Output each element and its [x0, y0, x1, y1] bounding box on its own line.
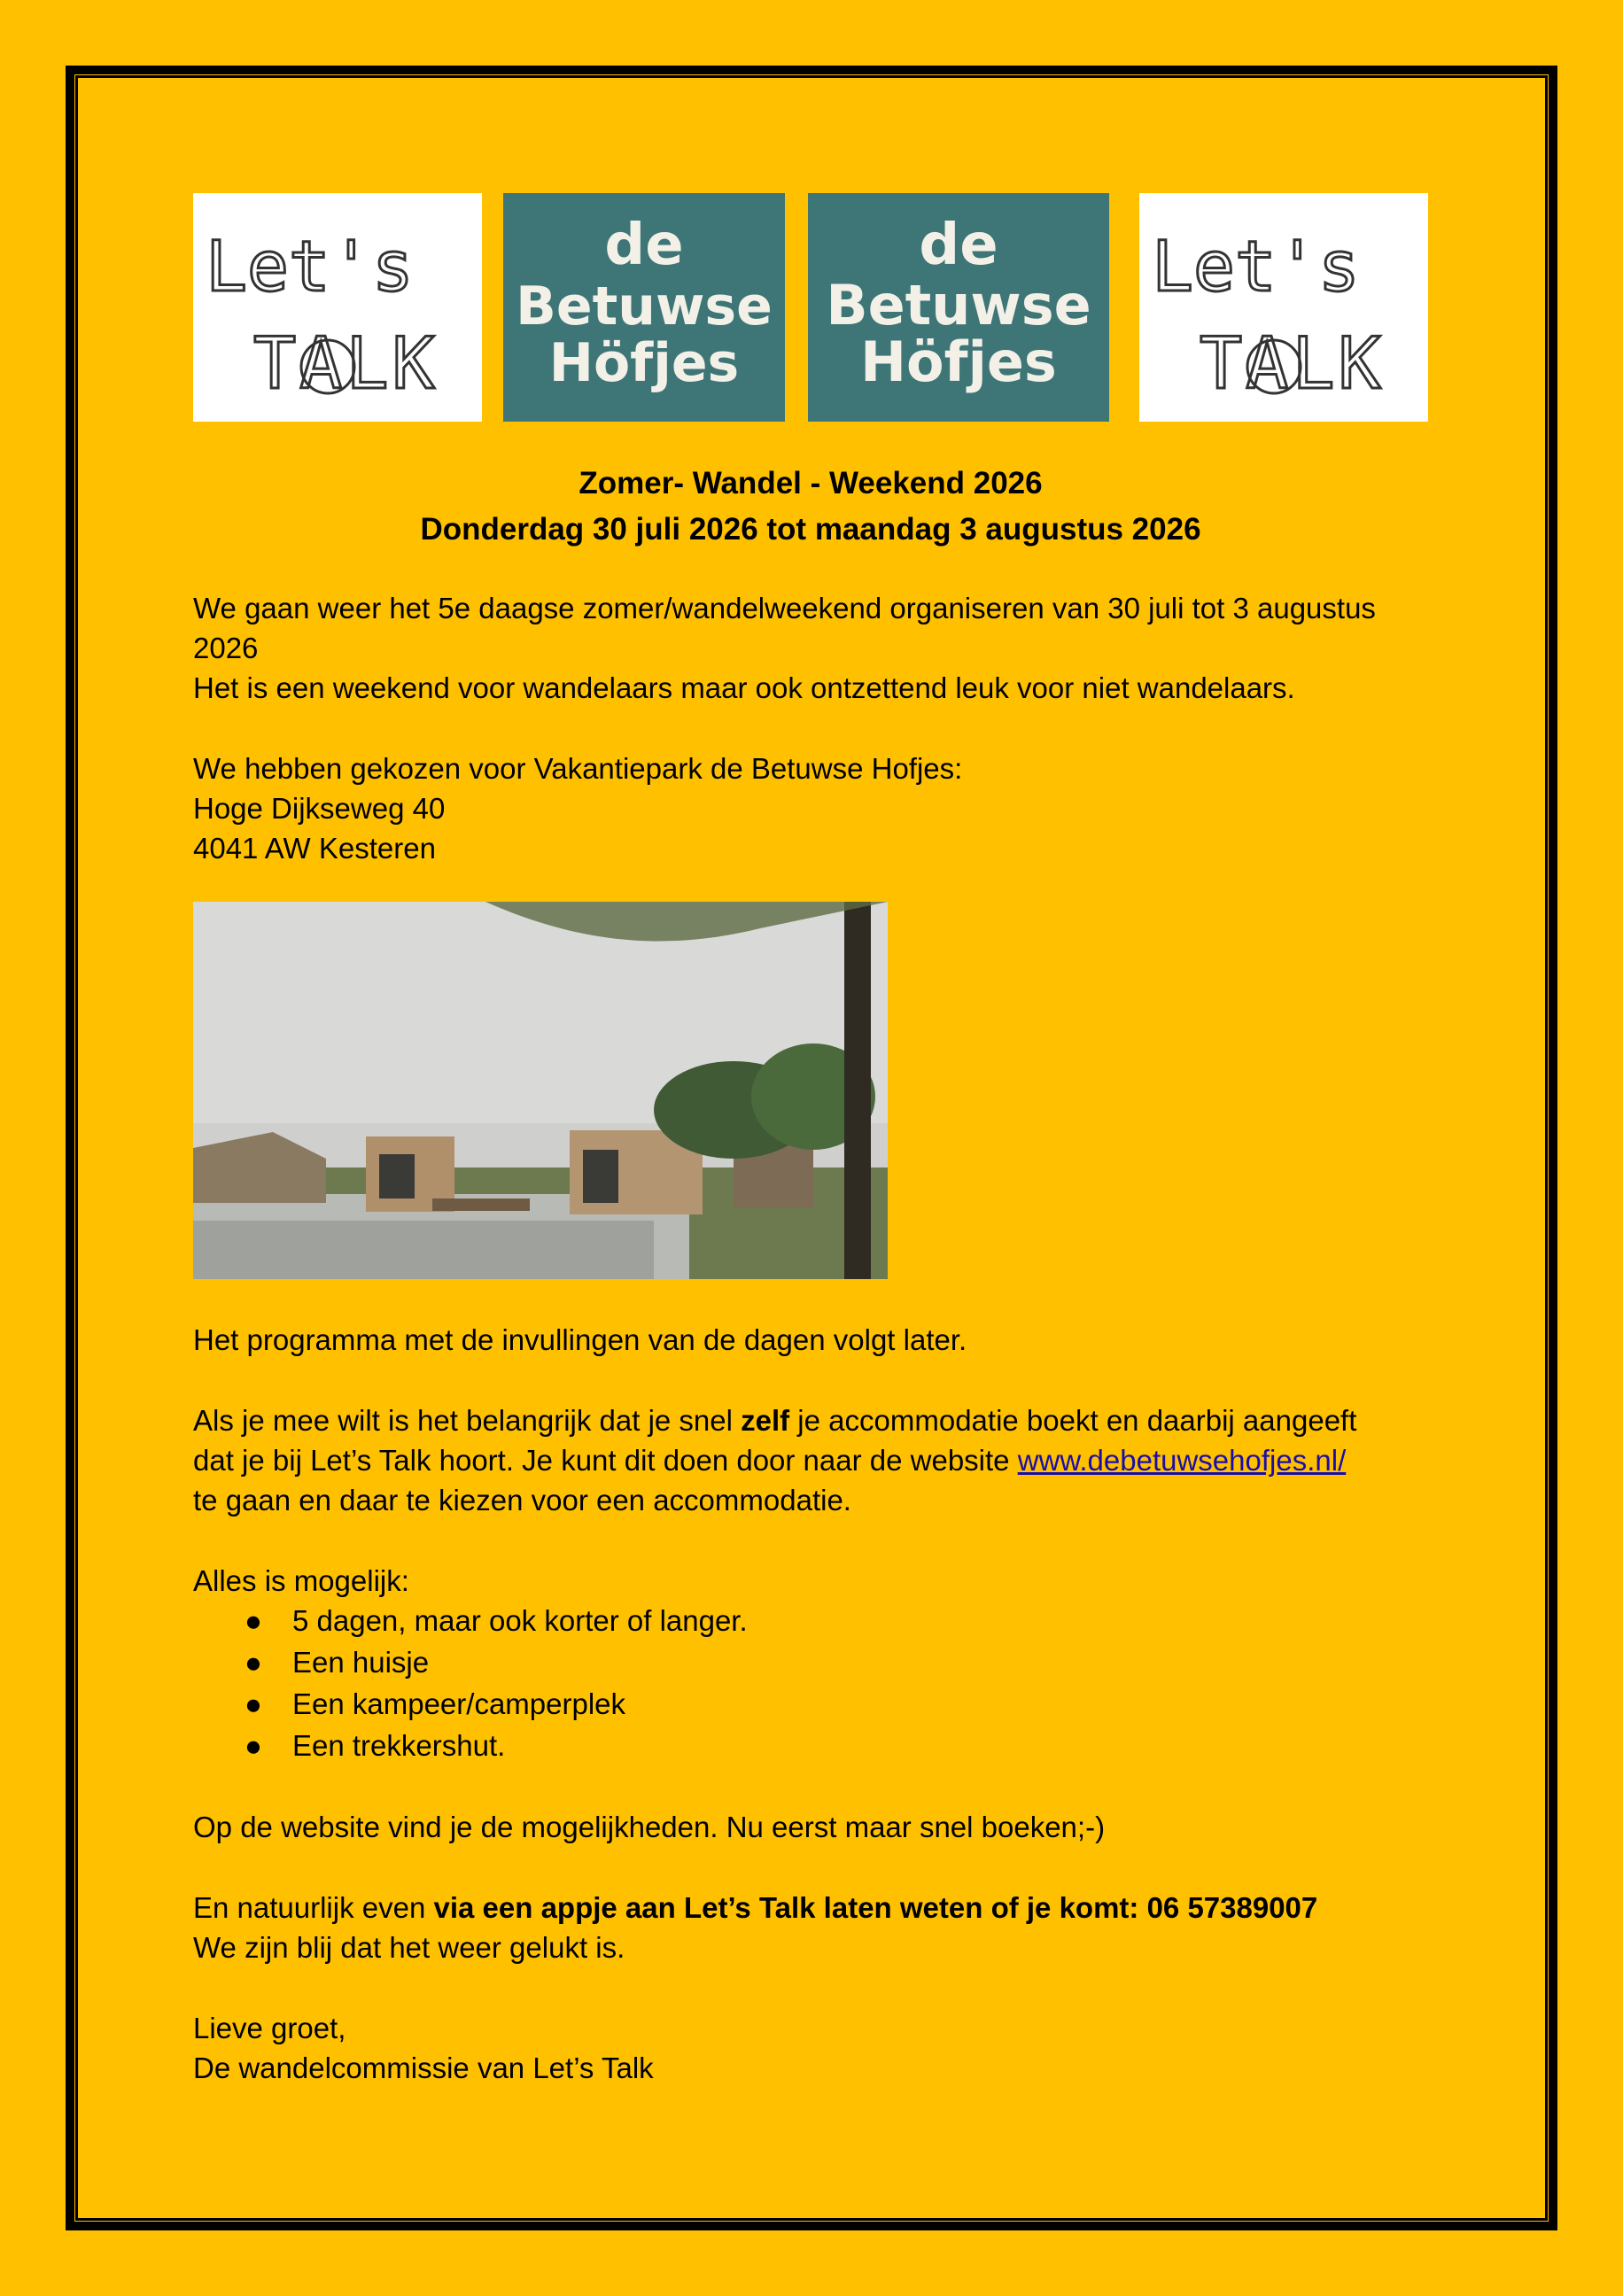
app-bold-text: via een appje aan Let’s Talk laten weten of je komt: 06 57389007: [433, 1891, 1318, 1924]
list-item: 5 dagen, maar ook korter of langer.: [292, 1604, 748, 1637]
logo-text-lets: Let's: [1152, 228, 1360, 307]
intro-line-3: Het is een weekend voor wandelaars maar ook ontzettend leuk voor niet wandelaars.: [193, 671, 1295, 704]
letstalk-logo-right: [1139, 193, 1428, 422]
bullet-icon: ●: [245, 1687, 262, 1720]
vacation-park-photo: [193, 902, 888, 1279]
booking-bold: zelf: [741, 1404, 790, 1437]
website-link[interactable]: www.debetuwsehofjes.nl/: [1017, 1444, 1347, 1477]
logo-text-hofjes: Höfjes: [860, 330, 1057, 394]
logo-text-talk: TALK: [1200, 322, 1385, 405]
list-item: Een trekkershut.: [292, 1729, 506, 1762]
app-line-1: [193, 1888, 1451, 1928]
logo-text-hofjes: Höfjes: [548, 332, 740, 394]
program-note: Het programma met de invullingen van de dagen volgt later.: [193, 1323, 967, 1356]
bullet-icon: ●: [245, 1646, 262, 1679]
venue-city: 4041 AW Kesteren: [193, 832, 436, 865]
booking-line-2: [193, 1440, 1451, 1480]
logo-text-talk: TALK: [253, 322, 439, 405]
logo-text-betuwse: Betuwse: [826, 273, 1091, 337]
app-text: En natuurlijk even: [193, 1891, 434, 1924]
intro-line-2: 2026: [193, 632, 259, 664]
page-subtitle-dates: Donderdag 30 juli 2026 tot maandag 3 augustus 2026: [420, 512, 1201, 547]
list-item: Een huisje: [292, 1646, 430, 1679]
booking-text: dat je bij Let’s Talk hoort. Je kunt dit doen door naar de website: [193, 1444, 1018, 1477]
booking-text: je accommodatie boekt en daarbij aangeeft: [789, 1404, 1357, 1437]
bullet-icon: ●: [245, 1604, 262, 1637]
logo-text-lets: Let's: [206, 228, 414, 307]
booking-text: Als je mee wilt is het belangrijk dat je snel: [193, 1404, 742, 1437]
app-line-2: We zijn blij dat het weer gelukt is.: [193, 1931, 625, 1964]
booking-line-1: [193, 1400, 1451, 1440]
venue-intro: We hebben gekozen voor Vakantiepark de Betuwse Hofjes:: [193, 752, 963, 785]
logo-text-de: de: [919, 213, 998, 278]
list-item: Een kampeer/camperplek: [292, 1687, 626, 1720]
logo-text-betuwse: Betuwse: [516, 275, 773, 337]
options-heading: Alles is mogelijk:: [193, 1564, 409, 1597]
betuwse-hofjes-logo-left: [503, 193, 785, 422]
intro-line-1: We gaan weer het 5e daagse zomer/wandelweekend organiseren van 30 juli tot 3 augustus: [193, 592, 1376, 624]
closing-signature: De wandelcommissie van Let’s Talk: [193, 2052, 654, 2084]
closing-greeting: Lieve groet,: [193, 2012, 346, 2044]
logo-text-de: de: [604, 213, 684, 278]
booking-line-3: te gaan en daar te kiezen voor een accommodatie.: [193, 1484, 851, 1516]
website-note: Op de website vind je de mogelijkheden. Nu eerst maar snel boeken;-): [193, 1811, 1106, 1843]
venue-street: Hoge Dijkseweg 40: [193, 792, 446, 825]
page-title: Zomer- Wandel - Weekend 2026: [579, 466, 1043, 500]
bullet-icon: ●: [245, 1729, 262, 1762]
letstalk-logo-left: [193, 193, 482, 422]
betuwse-hofjes-logo-right: [808, 193, 1109, 422]
